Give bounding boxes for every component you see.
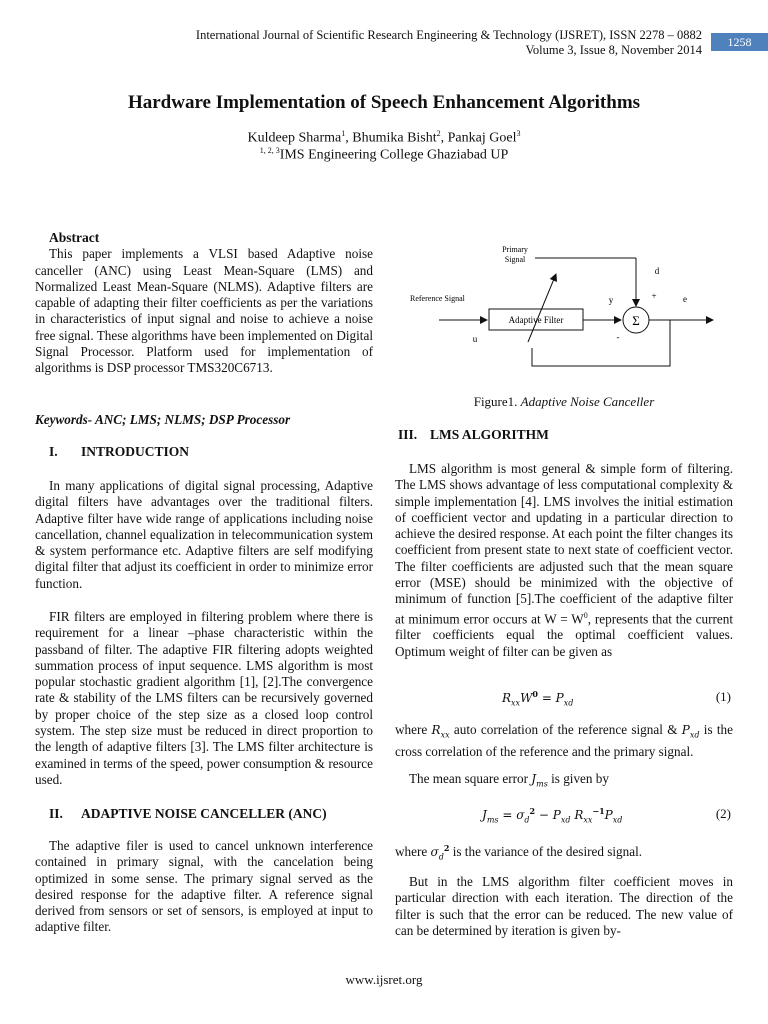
paragraph (395, 461, 733, 660)
section-heading-introduction (35, 444, 387, 460)
paragraph-text: where (395, 844, 431, 859)
section-title: LMS ALGORITHM (430, 427, 549, 442)
paragraph: FIR filters are employed in filtering problem where there is requirement for a linear –phase characteristic within the passband of filter. The adaptive FIR filtering adopts weighted summation process of input sequence. LMS algorithm is most popular stochastic gradient algorithm [1], [2].The convergence rate & stability of the LMS filters can be recursively governed by proper choice of the step size as a closed loop control system. The step size must be reduced in direct proportion to the length of adaptive filters [3]. The LMS filter architecture is examined in terms of the speed, power consumption & resource used. (35, 609, 373, 787)
lms-para-2 (395, 874, 733, 939)
footer-url: www.ijsret.org (345, 972, 423, 987)
author-list: Kuldeep Sharma$^1$, Bhumika Bisht$^2$, Pankaj Goel$^3$ (247, 129, 521, 146)
label-plus: + (651, 291, 657, 301)
affiliation-sup: 1, 2, 3 (259, 146, 280, 155)
author-name: Pankaj Goel (447, 130, 517, 146)
sum-symbol: Σ (632, 313, 640, 328)
symbol-rxx: $R_{xx}$ (431, 723, 450, 740)
equation-number: (2) (715, 806, 731, 821)
symbol-sigma: $\sigma_d^2$ (430, 843, 450, 862)
label-u: u (472, 334, 478, 344)
lms-mse-intro (395, 771, 733, 793)
paragraph: The adaptive filer is used to cancel unknown interference contained in primary signal, with the cancelation being optimized in some sense. The primary signal served as the desired response for the adaptive filter. A reference signal derived from sensors or set of sensors, is employed at input to adaptive filter. (35, 838, 373, 935)
section-title: INTRODUCTION (81, 444, 190, 459)
page-number-badge: 1258 (711, 33, 768, 51)
keywords: Keywords- ANC; LMS; NLMS; DSP Processor (35, 412, 291, 427)
label-minus: - (616, 332, 620, 342)
section-number: III. (398, 427, 418, 442)
paragraph-text: LMS algorithm is most general & simple form of filtering. The LMS shows advantage of less computational complexity & simple implementation [4]. LMS involves the initial estimation of coefficient vector and updating in a particular direction to achieve the desired response. At each point the filter changes its coefficient from present state to next state of coefficient vector. The filter coefficients are adjusted such that the mean square error (MSE) should be minimized with the objective of minimum of function [5].The coefficient of the adaptive filter at minimum error occurs at W = W (395, 461, 733, 627)
equation-2 (395, 806, 733, 826)
journal-name: International Journal of Scientific Research Engineering & Technology (IJSRET), ISSN 2278 – 0882 (195, 28, 702, 42)
symbol-pxd: $P_{xd}$ (681, 723, 700, 740)
introduction-para-1 (35, 478, 373, 592)
equation-expression: $R_{xx}W^0 = P_{xd}$ (502, 689, 574, 708)
section-heading-lms (395, 427, 736, 443)
label-d: d (654, 266, 660, 276)
journal-volume: Volume 3, Issue 8, November 2014 (525, 43, 702, 57)
paragraph-text: where (395, 722, 432, 737)
abstract-text: This paper implements a VLSI based Adaptive noise canceller (ANC) using Least Mean-Square (LMS) and Normalized Least Mean-Square (NLMS). Adaptive filters are capable of adapting their filter coefficients as per the variations in characteristics of input signal and noise to achieve a noise free signal. These algorithms have been implemented on Digital Signal Processor. Platform used for implementation of algorithms is DSP processor TMS320C6713. (35, 246, 373, 376)
figure-caption-prefix: Figure1. (473, 394, 518, 409)
author-name: Bhumika Bisht (352, 130, 437, 146)
author-sup: 2 (436, 129, 441, 138)
anc-block-diagram (395, 238, 740, 368)
paragraph-text: is the cross correlation of the reference and the primary signal. (395, 722, 733, 759)
equation-1 (395, 689, 733, 709)
primary-signal-label: Primary (502, 245, 528, 254)
paragraph: But in the LMS algorithm filter coefficient moves in particular direction with each iteration. The direction of the filter is such that the error can be reduced. The new value of can be determined by iteration is given by- (395, 874, 733, 938)
paragraph (395, 722, 733, 760)
paragraph-text: auto correlation of the reference signal & (449, 722, 682, 737)
superscript: 0 (583, 610, 588, 620)
affiliation (0, 146, 768, 164)
adaptation-arrow (528, 274, 556, 342)
symbol-jms: $J_{ms}$ (531, 772, 548, 789)
figure-caption (395, 394, 733, 410)
paragraph (395, 771, 733, 793)
equation-expression: $J_{ms} = \sigma_d^2 - P_{xd}$ $R_{xx}^{-1}P_{xd}$ (482, 806, 623, 825)
paragraph-text: is given by (547, 771, 609, 786)
primary-signal-label: Signal (504, 255, 526, 264)
abstract-section (35, 230, 373, 377)
label-e: e (683, 294, 687, 304)
adaptive-filter-label: Adaptive Filter (508, 315, 564, 325)
anc-para-1 (35, 838, 373, 936)
equation-number: (1) (715, 689, 731, 704)
author-name: Kuldeep Sharma (247, 130, 342, 146)
figure-caption-text: Adaptive Noise Canceller (520, 394, 655, 409)
lms-para-1 (395, 461, 733, 660)
reference-signal-label: Reference Signal (410, 294, 465, 303)
paragraph: In many applications of digital signal processing, Adaptive digital filters have advantages over the traditional filters. Adaptive filter have wide range of applications including noise cancellation, channel equalization in telecommunication system & system performance etc. Adaptive filters are self modifying digital filter that adjust its coefficient in order to minimize error function. (35, 478, 373, 591)
label-y: y (608, 295, 614, 305)
lms-where-1 (395, 722, 733, 760)
section-heading-anc (35, 806, 387, 822)
paragraph-text: The mean square error (409, 771, 532, 786)
section-number: I. (49, 444, 58, 459)
paper-title: Hardware Implementation of Speech Enhancement Algorithms (127, 92, 641, 113)
introduction-para-2 (35, 609, 373, 788)
journal-header (0, 28, 702, 58)
paragraph-text: is the variance of the desired signal. (449, 844, 643, 859)
paragraph (395, 840, 733, 866)
paragraph-text: , represents that the current filter coefficients equal the optimal coefficient values. Optimum weight of filter can be given as (395, 611, 734, 659)
abstract-heading: Abstract (49, 230, 100, 245)
author-sup: 1 (341, 129, 346, 138)
lms-where-2 (395, 840, 733, 866)
author-sup: 3 (516, 129, 521, 138)
section-title: ADAPTIVE NOISE CANCELLER (ANC) (81, 806, 327, 821)
affiliation-text: IMS Engineering College Ghaziabad UP (279, 147, 509, 163)
section-number: II. (49, 806, 63, 821)
